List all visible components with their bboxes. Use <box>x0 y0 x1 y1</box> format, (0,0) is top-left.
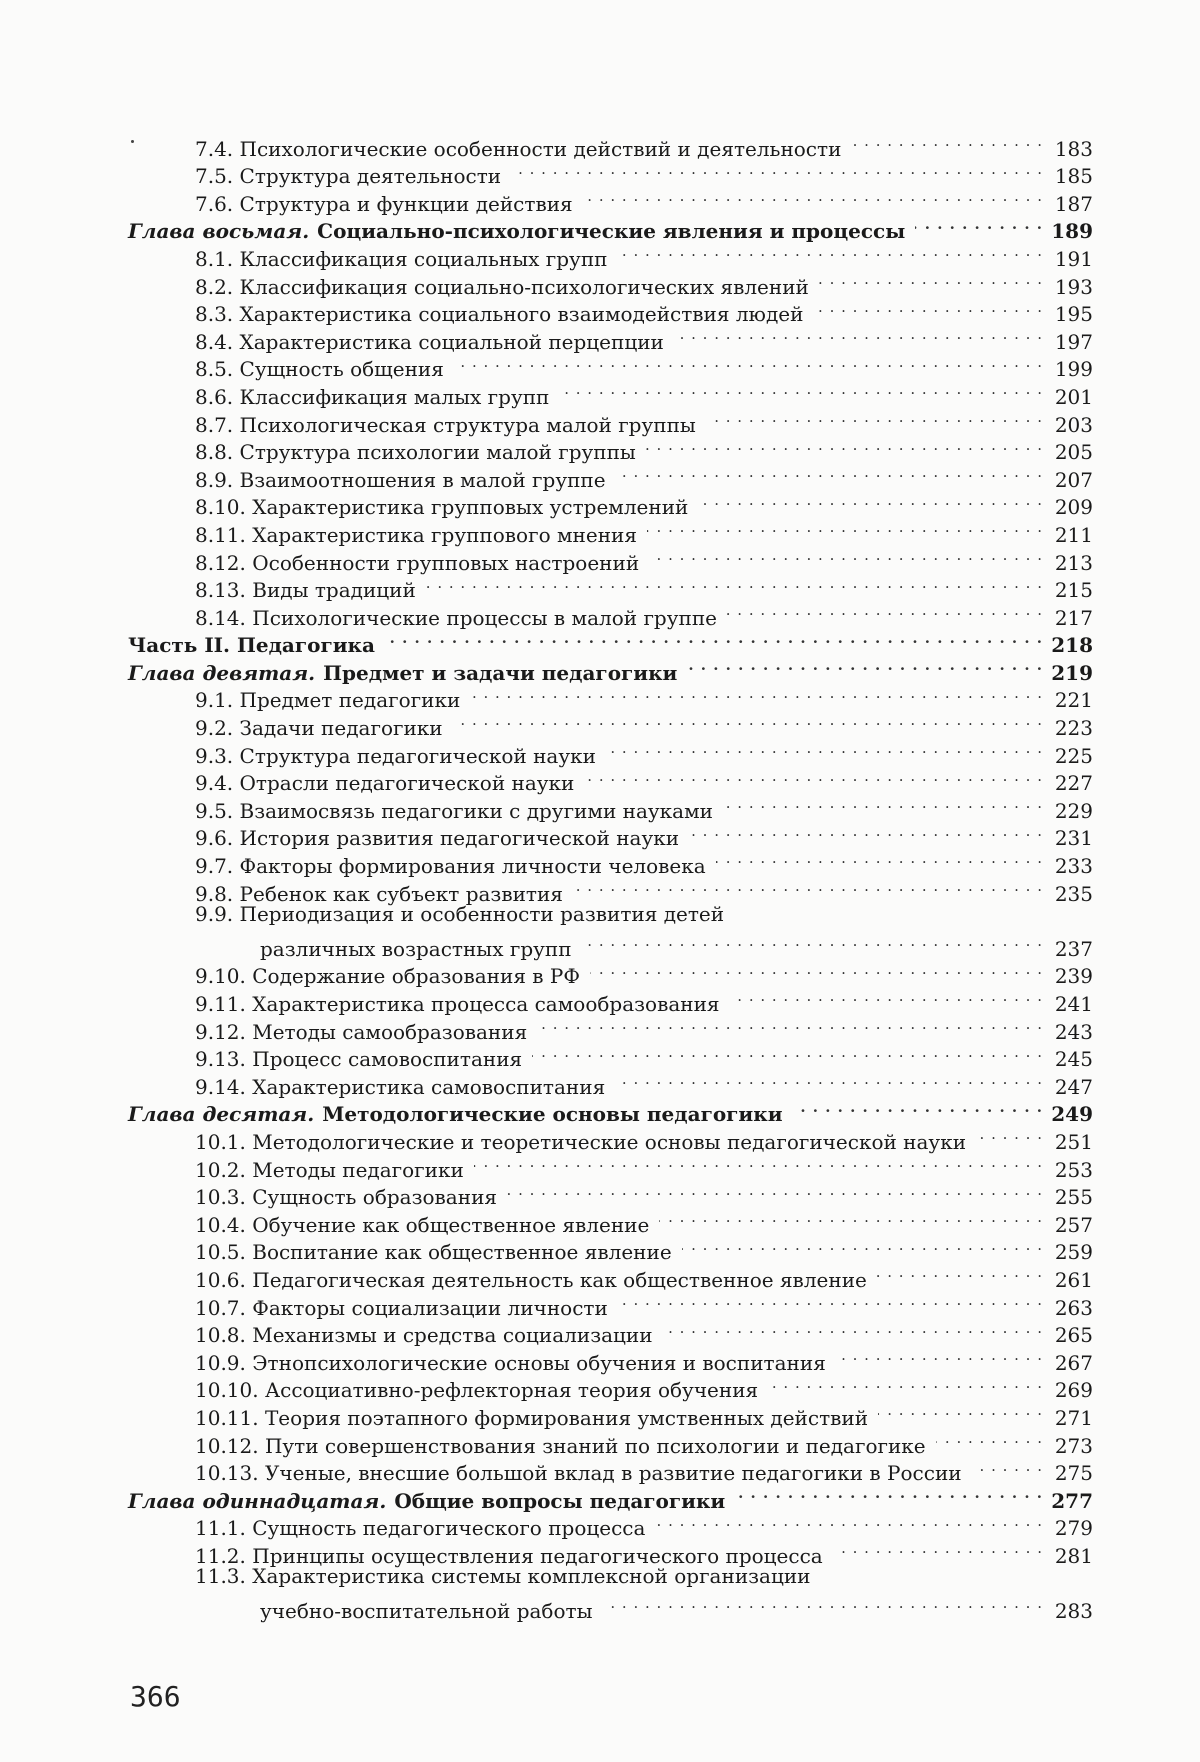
entry-page-number: 219 <box>1051 660 1093 685</box>
entry-page-number: 223 <box>1054 716 1093 741</box>
entry-title: 7.4. Психологические особенности действий и деятельности <box>195 136 842 161</box>
entry-title: 8.2. Классификация социально-психологических явлений <box>195 274 809 299</box>
entry-title: Социально-психологические явления и процессы <box>317 219 906 244</box>
entry-title: 9.10. Содержание образования в РФ <box>195 964 580 989</box>
entry-title: 10.13. Ученые, внесшие большой вклад в развитие педагогики в России <box>195 1461 962 1486</box>
entry-page-number: 253 <box>1054 1157 1093 1182</box>
dot-leader <box>723 790 1043 818</box>
entry-page-number: 245 <box>1054 1047 1093 1072</box>
entry-title: 9.11. Характеристика процесса самообразования <box>195 992 720 1016</box>
dot-leader <box>730 983 1043 1011</box>
chapter-number: Глава восьмая. <box>128 219 310 244</box>
entry-title: 9.14. Характеристика самовоспитания <box>195 1074 606 1099</box>
table-of-contents <box>128 128 1093 1624</box>
entry-title: 10.6. Педагогическая деятельность как общественное явление <box>195 1267 867 1292</box>
entry-page-number: 193 <box>1054 274 1093 299</box>
dot-leader <box>655 1508 1043 1536</box>
dot-leader <box>727 597 1043 625</box>
dot-leader <box>706 404 1043 432</box>
toc-entry <box>128 1563 1093 1591</box>
entry-title: 10.7. Факторы социализации личности <box>195 1295 608 1320</box>
entry-title: различных возрастных групп <box>260 936 572 961</box>
entry-title: 8.4. Характеристика социальной перцепции <box>195 329 664 354</box>
toc-entry <box>128 1590 1093 1624</box>
entry-page-number: 183 <box>1054 136 1093 161</box>
entry-title: Предмет и задачи педагогики <box>323 660 678 685</box>
entry-page-number: 263 <box>1054 1295 1093 1320</box>
entry-page-number: 189 <box>1051 219 1093 244</box>
entry-title: 10.10. Ассоциативно-рефлекторная теория обучения <box>195 1378 759 1403</box>
entry-title: 8.10. Характеристика групповых устремлений <box>195 495 689 520</box>
entry-page-number: 229 <box>1054 798 1093 823</box>
dot-leader <box>836 1342 1043 1370</box>
entry-title: 9.12. Методы самообразования <box>195 1019 528 1044</box>
toc-entry <box>128 901 1093 929</box>
entry-title: 9.8. Ребенок как субъект развития <box>195 881 563 906</box>
dot-leader <box>453 707 1043 735</box>
entry-page-number: 283 <box>1054 1599 1093 1624</box>
dot-leader <box>663 1315 1043 1343</box>
dot-leader <box>646 432 1043 460</box>
entry-title: 9.4. Отрасли педагогической науки <box>195 771 575 796</box>
entry-title: 9.7. Факторы формирования личности человека <box>195 854 706 879</box>
entry-title: 8.1. Классификация социальных групп <box>195 246 608 271</box>
entry-title: 9.5. Взаимосвязь педагогики с другими науками <box>195 798 713 823</box>
dot-leader <box>698 487 1043 515</box>
entry-title: 10.3. Сущность образования <box>195 1185 498 1210</box>
entry-page-number: 221 <box>1054 688 1093 713</box>
entry-page-number: 249 <box>1051 1102 1093 1127</box>
dot-leader <box>878 1397 1043 1425</box>
dot-leader <box>470 680 1043 708</box>
entry-page-number: 195 <box>1054 302 1093 327</box>
entry-title: 7.6. Структура и функции действия <box>195 191 573 216</box>
dot-leader <box>682 1232 1043 1260</box>
dot-leader <box>474 1149 1043 1177</box>
entry-title: 9.3. Структура педагогической науки <box>195 743 596 768</box>
entry-title: 8.3. Характеристика социального взаимодействия людей <box>195 302 804 327</box>
entry-page-number: 281 <box>1054 1543 1093 1568</box>
entry-page-number: 205 <box>1054 440 1093 465</box>
entry-page-number: 265 <box>1054 1323 1093 1348</box>
dot-leader <box>972 1453 1043 1481</box>
entry-title: 9.1. Предмет педагогики <box>195 688 461 713</box>
dot-leader <box>813 294 1043 322</box>
entry-title: 8.9. Взаимоотношения в малой группе <box>195 467 606 492</box>
entry-page-number: 191 <box>1054 246 1093 271</box>
chapter-number: Глава десятая. <box>128 1102 315 1127</box>
dot-leader <box>583 183 1043 211</box>
entry-page-number: 227 <box>1054 771 1093 796</box>
entry-title: Часть II. Педагогика <box>128 633 375 658</box>
dot-leader <box>649 542 1043 570</box>
entry-page-number: 225 <box>1054 743 1093 768</box>
dot-leader <box>687 652 1043 680</box>
dot-leader <box>606 735 1043 763</box>
dot-leader <box>915 211 1043 239</box>
dot-leader <box>537 1011 1043 1039</box>
entry-title: 8.11. Характеристика группового мнения <box>195 522 637 547</box>
dot-leader <box>793 1094 1043 1122</box>
entry-page-number: 218 <box>1051 633 1093 658</box>
entry-page-number: 235 <box>1054 881 1093 906</box>
entry-title: 10.8. Механизмы и средства социализации <box>195 1323 653 1348</box>
entry-title: 8.12. Особенности групповых настроений <box>195 550 640 575</box>
dot-leader <box>877 1259 1043 1287</box>
dot-leader <box>617 238 1043 266</box>
entry-title: 10.2. Методы педагогики <box>195 1157 464 1182</box>
entry-title: 9.2. Задачи педагогики <box>195 716 443 741</box>
dot-leader <box>385 625 1043 653</box>
page-number: 366 <box>130 1680 181 1713</box>
entry-page-number: 231 <box>1054 826 1093 851</box>
dot-leader <box>590 956 1043 984</box>
entry-title: 8.13. Виды традиций <box>195 578 416 603</box>
dot-leader <box>851 128 1043 156</box>
entry-page-number: 243 <box>1054 1019 1093 1044</box>
entry-page-number: 209 <box>1054 495 1093 520</box>
entry-page-number: 241 <box>1054 992 1093 1016</box>
entry-title: Общие вопросы педагогики <box>394 1488 726 1513</box>
entry-page-number: 239 <box>1054 964 1093 989</box>
entry-page-number: 207 <box>1054 467 1093 492</box>
dot-leader <box>976 1121 1043 1149</box>
entry-page-number: 269 <box>1054 1378 1093 1403</box>
entry-title: 8.7. Психологическая структура малой группы <box>195 412 696 437</box>
entry-title: 8.8. Структура психологии малой группы <box>195 440 636 465</box>
dot-leader <box>647 514 1043 542</box>
entry-title: 11.3. Характеристика системы комплексной организации <box>195 1563 811 1588</box>
entry-page-number: 271 <box>1054 1405 1093 1430</box>
entry-title: 9.6. История развития педагогической науки <box>195 826 680 851</box>
dot-leader <box>532 1039 1043 1067</box>
dot-leader <box>833 1535 1043 1563</box>
dot-leader <box>768 1370 1043 1398</box>
dot-leader <box>584 763 1043 791</box>
dot-leader <box>618 1287 1043 1315</box>
entry-title: 8.14. Психологические процессы в малой группе <box>195 605 718 630</box>
entry-page-number: 259 <box>1054 1240 1093 1265</box>
dot-leader <box>426 570 1043 598</box>
entry-page-number: 255 <box>1054 1185 1093 1210</box>
dot-leader <box>616 459 1043 487</box>
entry-title: 10.9. Этнопсихологические основы обучения и воспитания <box>195 1350 826 1375</box>
entry-page-number: 233 <box>1054 854 1093 879</box>
entry-title: 10.12. Пути совершенствования знаний по психологии и педагогике <box>195 1433 926 1458</box>
entry-page-number: 273 <box>1054 1433 1093 1458</box>
entry-title: 8.6. Классификация малых групп <box>195 384 550 409</box>
dot-leader <box>689 818 1043 846</box>
dot-leader <box>511 156 1043 184</box>
entry-page-number: 213 <box>1054 550 1093 575</box>
entry-page-number: 187 <box>1054 191 1093 216</box>
entry-title: 11.2. Принципы осуществления педагогического процесса <box>195 1543 823 1568</box>
dot-leader <box>819 266 1043 294</box>
entry-page-number: 217 <box>1054 605 1093 630</box>
entry-page-number: 201 <box>1054 384 1093 409</box>
entry-page-number: 267 <box>1054 1350 1093 1375</box>
entry-page-number: 251 <box>1054 1129 1093 1154</box>
dot-leader <box>603 1590 1044 1618</box>
entry-page-number: 197 <box>1054 329 1093 354</box>
chapter-number: Глава девятая. <box>128 660 316 685</box>
entry-title: 10.5. Воспитание как общественное явление <box>195 1240 672 1265</box>
entry-title: учебно-воспитательной работы <box>260 1599 593 1624</box>
entry-title: Методологические основы педагогики <box>322 1102 783 1127</box>
entry-title: 7.5. Структура деятельности <box>195 164 502 189</box>
dot-leader <box>454 349 1043 377</box>
entry-title: 10.1. Методологические и теоретические основы педагогической науки <box>195 1129 967 1154</box>
dot-leader <box>507 1177 1043 1205</box>
dot-leader <box>559 376 1043 404</box>
entry-page-number: 275 <box>1054 1461 1093 1486</box>
entry-page-number: 279 <box>1054 1516 1093 1541</box>
chapter-number: Глава одиннадцатая. <box>128 1488 387 1513</box>
entry-page-number: 215 <box>1054 578 1093 603</box>
entry-page-number: 237 <box>1054 936 1093 961</box>
entry-title: 10.11. Теория поэтапного формирования умственных действий <box>195 1405 869 1430</box>
entry-page-number: 277 <box>1051 1488 1093 1513</box>
entry-title: 10.4. Обучение как общественное явление <box>195 1212 650 1237</box>
toc-entry <box>128 928 1093 961</box>
entry-page-number: 261 <box>1054 1267 1093 1292</box>
entry-page-number: 247 <box>1054 1074 1093 1099</box>
dot-leader <box>659 1204 1043 1232</box>
entry-page-number: 211 <box>1054 522 1093 547</box>
dot-leader <box>582 928 1043 956</box>
entry-title: 11.1. Сущность педагогического процесса <box>195 1516 646 1541</box>
dot-leader <box>674 321 1043 349</box>
dot-leader <box>573 873 1043 901</box>
dot-leader <box>615 1066 1043 1094</box>
dot-leader <box>716 845 1043 873</box>
entry-title: 9.9. Периодизация и особенности развития детей <box>195 901 725 926</box>
entry-title: 9.13. Процесс самовоспитания <box>195 1047 523 1072</box>
toc-entry <box>128 128 1093 161</box>
entry-title: 8.5. Сущность общения <box>195 357 444 382</box>
entry-page-number: 257 <box>1054 1212 1093 1237</box>
dot-leader <box>936 1425 1043 1453</box>
dot-leader <box>735 1480 1043 1508</box>
entry-page-number: 203 <box>1054 412 1093 437</box>
entry-page-number: 185 <box>1054 164 1093 189</box>
entry-page-number: 199 <box>1054 357 1093 382</box>
